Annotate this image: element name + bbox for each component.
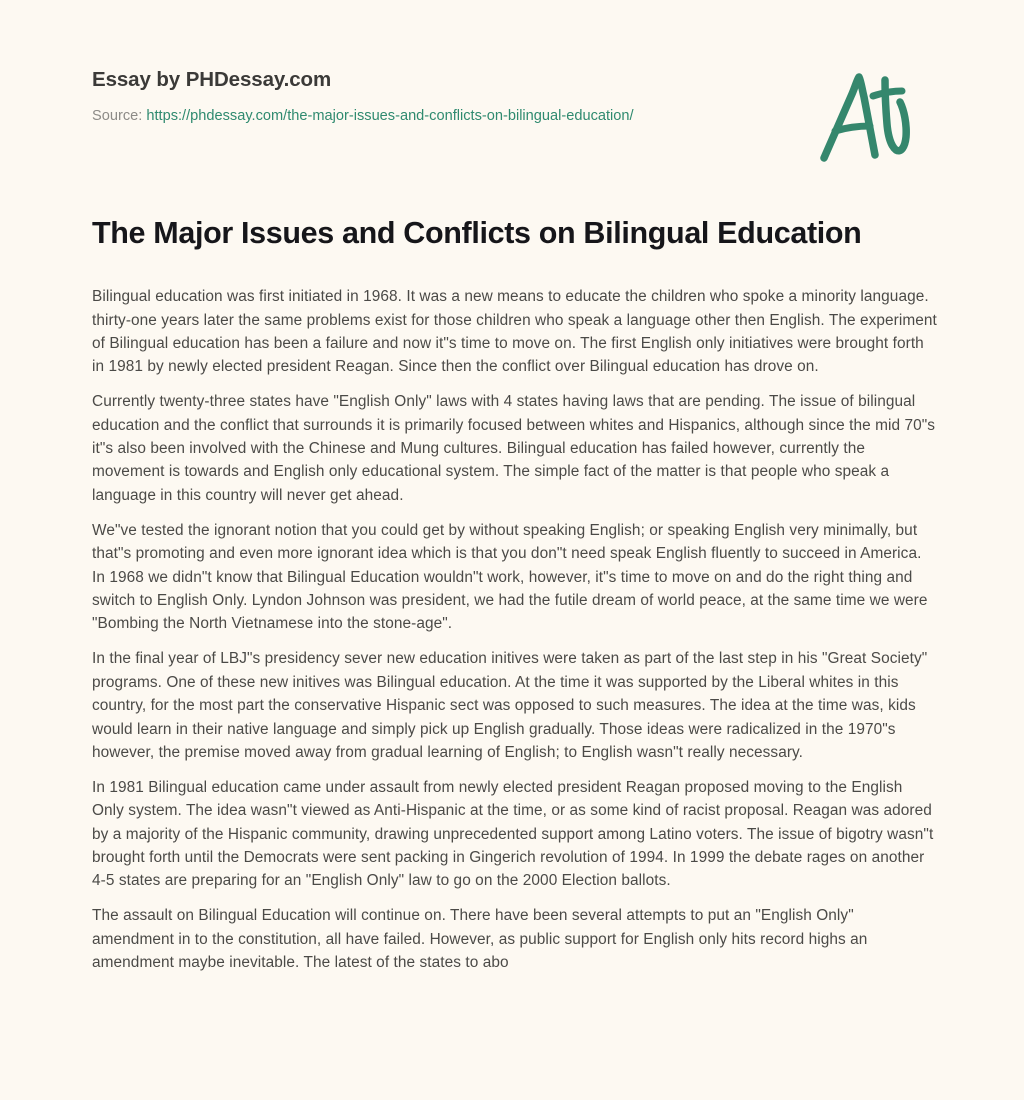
page-title: The Major Issues and Conflicts on Bilingual Education <box>92 216 862 250</box>
paragraph: Currently twenty-three states have "English Only" laws with 4 states having laws that are pending. The issue of bilingual education and the conflict that surrounds it is primarily focused between whites and Hispanics, although since the mid 70"s it"s also been involved with the Chinese and Mung cultures. Bilingual education has failed however, currently the movement is towards and English only educational system. The simple fact of the matter is that people who speak a language in this country will never get ahead. <box>92 393 936 504</box>
page-header <box>92 68 937 126</box>
paragraph: In 1981 Bilingual education came under assault from newly elected president Reagan proposed moving to the English Only system. The idea wasn"t viewed as Anti-Hispanic at the time, or as some kind of racist proposal. Reagan was adored by a majority of the Hispanic community, drawing unprecedented support among Latino voters. The issue of bigotry wasn"t brought forth until the Democrats were sent packing in Gingerich revolution of 1994. In 1999 the debate rages on another 4-5 states are preparing for an "English Only" law to go on the 2000 Election ballots. <box>92 778 934 890</box>
article-body <box>92 285 937 974</box>
paragraph: We"ve tested the ignorant notion that you could get by without speaking English; or speaking English very minimally, but that"s promoting and even more ignorant idea which is that you don"t need speak English fluently to succeed in America. In 1968 we didn"t know that Bilingual Education wouldn"t work, however, it"s time to move on and do the right thing and switch to English Only. Lyndon Johnson was president, we had the futile dream of world peace, at the same time we were "Bombing the North Vietnamese into the stone-age". <box>92 521 928 633</box>
brand-title: Essay by PHDessay.com <box>92 68 332 91</box>
paragraph: In the final year of LBJ"s presidency sever new education initives were taken as part of the last step in his "Great Society" programs. One of these new initives was Bilingual education. At the time it was supported by the Liberal whites in this country, for the most part the conservative Hispanic sect was opposed to such measures. The idea at the time was, kids would learn in their native language and simply pick up English gradually. Those ideas were radicalized in the 1970"s however, the premise moved away from gradual learning of English; to English wasn"t really necessary. <box>92 650 928 761</box>
source-line <box>92 107 937 126</box>
aplus-logo-icon <box>812 66 916 166</box>
article <box>92 214 937 975</box>
paragraph: Bilingual education was first initiated in 1968. It was a new means to educate the children who spoke a minority language. thirty-one years later the same problems exist for those children who speak a language other then English. The experiment of Bilingual education has been a failure and now it"s time to move on. The first English only initiatives were brought forth in 1981 by newly elected president Reagan. Since then the conflict over Bilingual education has drove on. <box>92 288 937 376</box>
paragraph: The assault on Bilingual Education will continue on. There have been several attempts to put an "English Only" amendment in to the constitution, all have failed. However, as public support for English only hits record highs an amendment maybe inevitable. The latest of the states to abo <box>92 907 868 972</box>
source-label: Source: <box>92 107 143 124</box>
source-url-link[interactable]: https://phdessay.com/the-major-issues-and-conflicts-on-bilingual-education/ <box>146 107 634 124</box>
